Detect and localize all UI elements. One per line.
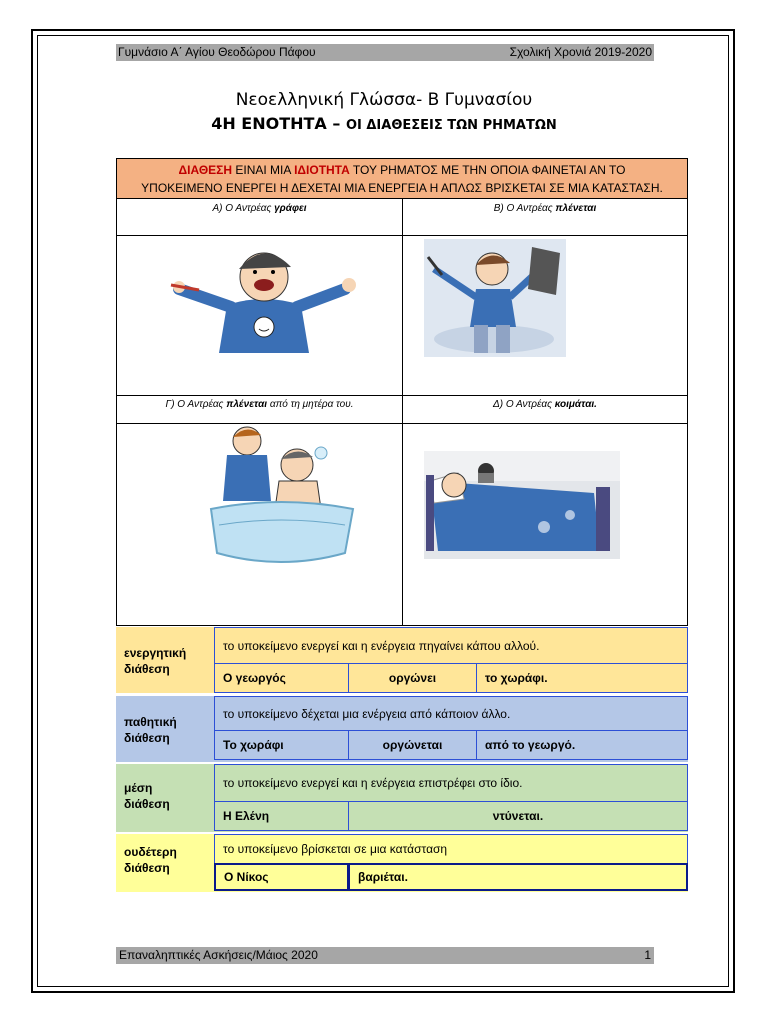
passive-verb-text: οργώνεται — [382, 738, 443, 752]
active-verb-text: οργώνει — [388, 671, 437, 685]
neutral-label-1: ουδέτερη — [124, 845, 177, 859]
definition-keyword: ΙΔΙΟΤΗΤΑ — [294, 163, 350, 177]
neutral-voice-section — [116, 834, 688, 892]
unit-topic: ΟΙ ΔΙΑΘΕΣΕΙΣ ΤΩΝ ΡΗΜΑΤΩΝ — [345, 118, 557, 133]
middle-voice-label — [116, 780, 214, 812]
boy-writing-illustration — [169, 241, 359, 353]
active-object-text: το χωράφι. — [485, 671, 548, 685]
middle-voice-description — [214, 764, 688, 802]
passive-subject-text: Το χωράφι — [223, 738, 284, 752]
doc-title: Νεοελληνική Γλώσσα- Β Γυμνασίου — [235, 90, 533, 110]
active-desc-text: το υποκείμενο ενεργεί και η ενέργεια πηγαίνει κάπου αλλού. — [223, 638, 540, 653]
boy-washing-illustration — [424, 239, 566, 357]
middle-example-subject — [214, 801, 349, 831]
neutral-subject-text: Ο Νίκος — [224, 870, 269, 884]
neutral-verb-text: βαριέται. — [358, 870, 408, 884]
neutral-example-subject — [214, 863, 349, 891]
caption-c-suffix: από τη μητέρα του. — [267, 399, 354, 410]
caption-d-verb: κοιμάται. — [554, 399, 597, 410]
grid-divider-vertical — [402, 199, 403, 625]
definition-text-1: ΕΙΝΑΙ ΜΙΑ — [232, 163, 295, 177]
grid-divider-3 — [117, 423, 687, 424]
caption-b — [403, 203, 687, 214]
middle-subject-text: Η Ελένη — [223, 809, 270, 823]
active-label-1: ενεργητική — [124, 646, 187, 660]
header-school: Γυμνάσιο Α΄ Αγίου Θεοδώρου Πάφου — [118, 45, 316, 59]
page-header — [116, 44, 654, 61]
active-example-verb — [348, 663, 477, 693]
page-number: 1 — [644, 948, 651, 962]
doc-subtitle — [0, 114, 768, 133]
caption-d — [403, 399, 687, 410]
header-year: Σχολική Χρονιά 2019-2020 — [509, 45, 652, 59]
definition-banner — [117, 159, 687, 199]
active-subject-text: Ο γεωργός — [223, 671, 286, 685]
passive-voice-description — [214, 696, 688, 731]
caption-c — [117, 399, 402, 410]
passive-voice-section — [116, 696, 688, 762]
boy-sleeping-illustration — [424, 451, 620, 559]
neutral-label-2: διάθεση — [124, 861, 170, 875]
passive-example-verb — [348, 730, 477, 760]
definition-text-3: ΥΠΟΚΕΙΜΕΝΟ ΕΝΕΡΓΕΙ Η ΔΕΧΕΤΑΙ ΜΙΑ ΕΝΕΡΓΕΙΑ Η ΑΠΛΩΣ ΒΡΙΣΚΕΤΑΙ ΣΕ ΜΙΑ ΚΑΤΑΣΤΑΣΗ. — [141, 181, 663, 195]
middle-desc-text: το υποκείμενο ενεργεί και η ενέργεια επιστρέφει στο ίδιο. — [223, 776, 523, 790]
definition-text-2: ΤΟΥ ΡΗΜΑΤΟΣ ΜΕ ΤΗΝ ΟΠΟΙΑ ΦΑΙΝΕΤΑΙ ΑΝ ΤΟ — [349, 163, 626, 177]
grid-divider-2 — [117, 395, 687, 396]
passive-desc-text: το υποκείμενο δέχεται μια ενέργεια από κάποιον άλλο. — [223, 706, 511, 721]
caption-a-verb: γράφει — [274, 203, 307, 214]
definition-term: ΔΙΑΘΕΣΗ — [178, 163, 233, 177]
active-voice-section — [116, 627, 688, 693]
passive-voice-label — [116, 714, 214, 746]
active-example-subject — [214, 663, 349, 693]
footer-title: Επαναληπτικές Ασκήσεις/Μάιος 2020 — [119, 948, 318, 962]
middle-example-verb — [348, 801, 688, 831]
caption-d-text: Δ) Ο Αντρέας — [493, 399, 555, 410]
neutral-voice-label — [116, 844, 214, 876]
mother-washing-boy-illustration — [205, 425, 357, 575]
unit-label: 4Η ΕΝΟΤΗΤΑ – — [211, 114, 346, 133]
active-label-2: διάθεση — [124, 662, 170, 676]
passive-agent-text: από το γεωργό. — [485, 738, 576, 752]
examples-grid — [116, 158, 688, 626]
middle-voice-section — [116, 764, 688, 832]
middle-label-1: μέση — [124, 781, 153, 795]
active-example-object — [476, 663, 688, 693]
neutral-desc-text: το υποκείμενο βρίσκεται σε μια κατάσταση — [223, 842, 448, 856]
passive-label-1: παθητική — [124, 715, 177, 729]
grid-divider-1 — [117, 235, 687, 236]
caption-c-verb: πλένεται — [226, 399, 268, 410]
passive-example-subject — [214, 730, 349, 760]
passive-example-agent — [476, 730, 688, 760]
caption-a — [117, 203, 402, 214]
caption-b-verb: πλένεται — [555, 203, 597, 214]
neutral-voice-description — [214, 834, 688, 864]
middle-label-2: διάθεση — [124, 797, 170, 811]
caption-b-text: Β) Ο Αντρέας — [493, 203, 556, 214]
caption-c-text: Γ) Ο Αντρέας — [165, 399, 227, 410]
neutral-example-verb — [348, 863, 688, 891]
active-voice-label — [116, 645, 214, 677]
middle-verb-text: ντύνεται. — [492, 809, 544, 823]
page-footer — [116, 947, 654, 964]
active-voice-description — [214, 627, 688, 664]
caption-a-text: Α) Ο Αντρέας — [212, 203, 275, 214]
passive-label-2: διάθεση — [124, 731, 170, 745]
